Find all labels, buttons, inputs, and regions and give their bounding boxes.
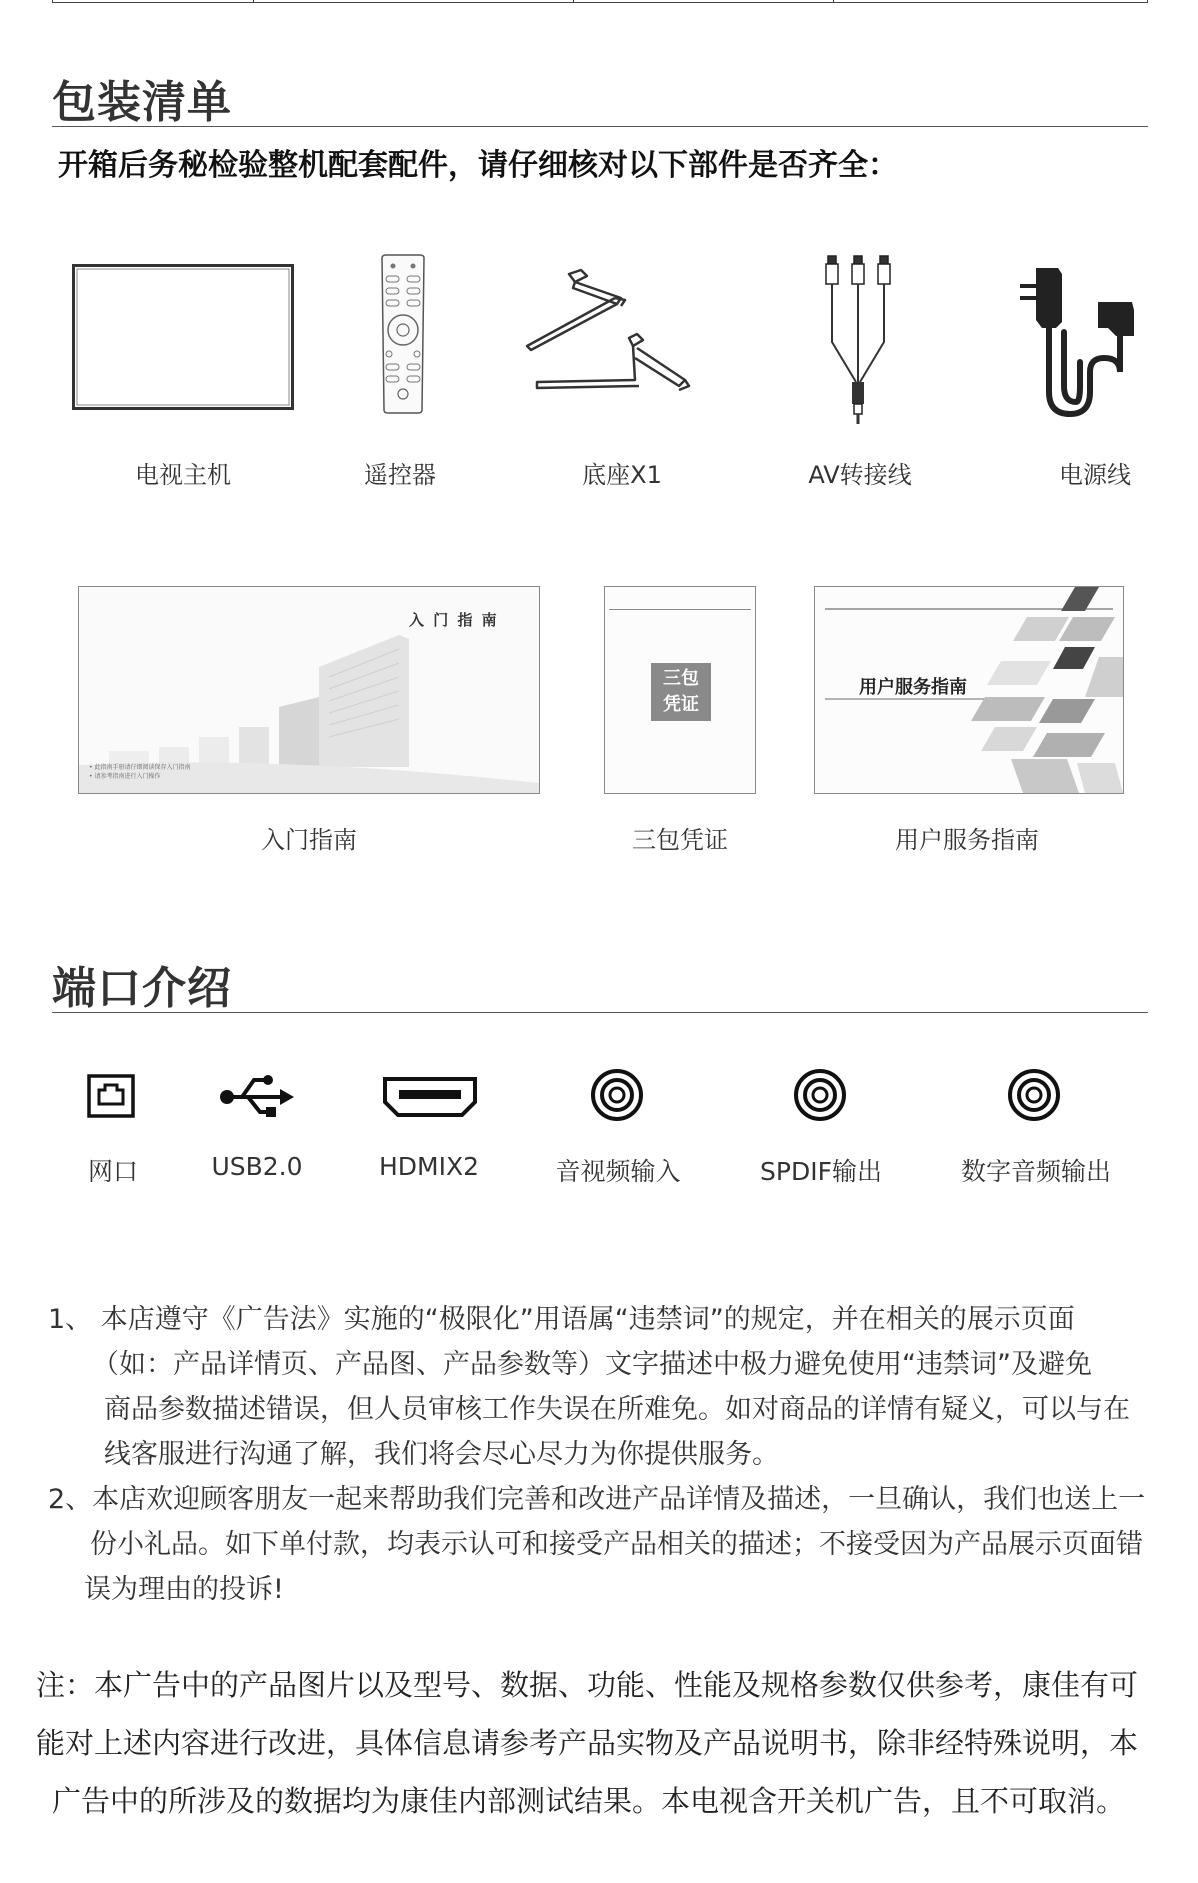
packing-item-label: 底座X1 bbox=[582, 461, 662, 489]
port-label: SPDIF输出 bbox=[760, 1157, 882, 1186]
service-cover-title: 用户服务指南 bbox=[859, 677, 967, 698]
guide-cover-title: 入 门 指 南 bbox=[409, 611, 499, 629]
guide-cover-notes: • 此指南手册请仔细阅读保存入门指南 • 请参考指南进行入门操作 bbox=[89, 764, 191, 780]
hdmi-icon bbox=[382, 1076, 478, 1118]
tv-icon bbox=[72, 264, 294, 410]
table-divider bbox=[833, 0, 834, 3]
power-cable-icon bbox=[1020, 262, 1140, 422]
packing-list-title: 包装清单 bbox=[52, 77, 232, 128]
card-rule bbox=[609, 609, 751, 610]
packing-item-label: 入门指南 bbox=[261, 826, 357, 854]
packing-item-label: 电视主机 bbox=[135, 461, 231, 489]
footnote-line-1: 注：本广告中的产品图片以及型号、数据、功能、性能及规格参数仅供参考，康佳有可 bbox=[36, 1668, 1139, 1702]
digital-audio-output-icon bbox=[1007, 1068, 1061, 1122]
note-1-line-3: 商品参数描述错误，但人员审核工作失误在所难免。如对商品的详情有疑义，可以与在 bbox=[104, 1394, 1130, 1425]
section-divider bbox=[52, 1012, 1148, 1013]
spdif-output-icon bbox=[793, 1068, 847, 1122]
table-divider bbox=[573, 0, 574, 3]
remote-icon bbox=[378, 254, 428, 414]
section-divider bbox=[52, 126, 1148, 127]
port-label: HDMIX2 bbox=[378, 1152, 480, 1181]
guide-booklet-icon bbox=[78, 586, 540, 794]
warranty-stamp: 三包 凭证 bbox=[651, 663, 711, 721]
port-label: 音视频输入 bbox=[555, 1157, 681, 1186]
packing-list-subtitle: 开箱后务秘检验整机配套配件，请仔细核对以下部件是否齐全： bbox=[58, 148, 898, 183]
note-1-line-1: 1、 本店遵守《广告法》实施的“极限化”用语属“违禁词”的规定，并在相关的展示页面 bbox=[48, 1304, 1075, 1335]
spec-table-bottom-edge bbox=[52, 0, 1148, 3]
note-2-line-3: 误为理由的投诉! bbox=[84, 1574, 284, 1605]
stand-icon bbox=[525, 268, 695, 396]
port-label: 网口 bbox=[87, 1157, 138, 1186]
packing-item-label: 电源线 bbox=[1059, 461, 1131, 489]
note-2-line-1: 2、本店欢迎顾客朋友一起来帮助我们完善和改进产品详情及描述，一旦确认，我们也送上一 bbox=[48, 1484, 1146, 1515]
note-2-line-2: 份小礼品。如下单付款，均表示认可和接受产品相关的描述；不接受因为产品展示页面错 bbox=[90, 1529, 1143, 1560]
warranty-card-icon bbox=[604, 586, 756, 794]
port-label: 数字音频输出 bbox=[960, 1157, 1111, 1186]
service-guide-icon bbox=[814, 586, 1124, 794]
port-label: USB2.0 bbox=[211, 1152, 303, 1181]
av-input-icon bbox=[590, 1068, 644, 1122]
note-1-line-4: 线客服进行沟通了解，我们将会尽心尽力为你提供服务。 bbox=[104, 1439, 779, 1470]
ethernet-port-icon bbox=[87, 1074, 135, 1118]
ports-title: 端口介绍 bbox=[52, 963, 232, 1014]
table-divider bbox=[253, 0, 254, 3]
footnote-line-2: 能对上述内容进行改进，具体信息请参考产品实物及产品说明书，除非经特殊说明，本 bbox=[36, 1726, 1139, 1760]
av-cable-icon bbox=[818, 252, 898, 428]
usb-icon bbox=[218, 1072, 296, 1122]
footnote-line-3: 广告中的所涉及的数据均为康佳内部测试结果。本电视含开关机广告，且不可取消。 bbox=[52, 1784, 1126, 1818]
note-1-line-2: （如：产品详情页、产品图、产品参数等）文字描述中极力避免使用“违禁词”及避免 bbox=[92, 1349, 1092, 1380]
packing-item-label: 三包凭证 bbox=[632, 826, 728, 854]
packing-item-label: 用户服务指南 bbox=[895, 826, 1039, 854]
packing-item-label: 遥控器 bbox=[364, 461, 436, 489]
packing-item-label: AV转接线 bbox=[808, 461, 912, 489]
